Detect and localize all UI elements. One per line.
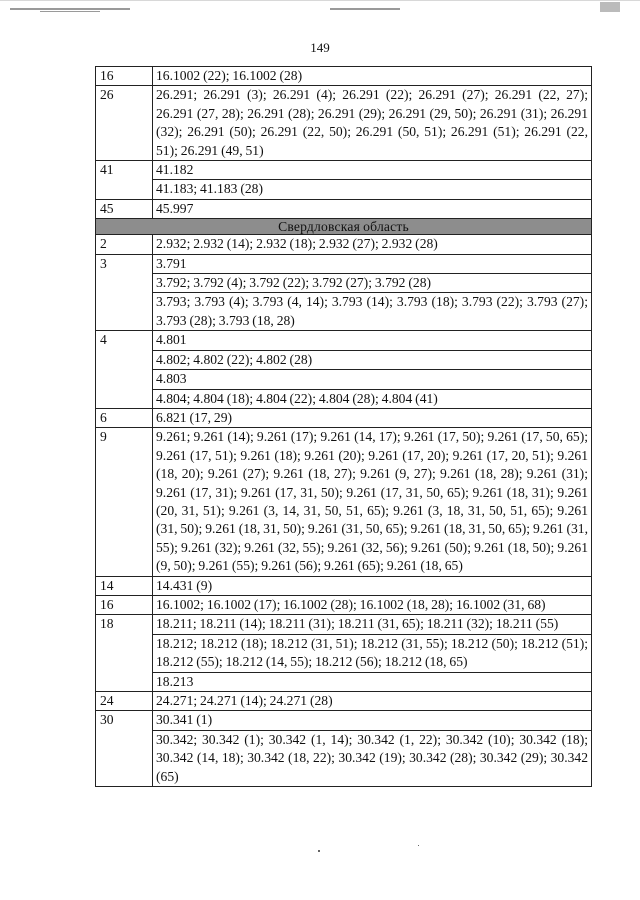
codes-cell: 41.183; 41.183 (28) [153,180,592,199]
table-row [96,428,592,576]
row-number-cell [96,350,153,369]
codes-cell: 2.932; 2.932 (14); 2.932 (18); 2.932 (27); 2.932 (28) [153,235,592,254]
codes-cell: 41.182 [153,161,592,180]
table-row [96,86,592,161]
table-row [96,331,592,350]
registry-table [95,66,592,787]
registry-table-body [96,67,592,787]
table-row [96,595,592,614]
page-number: 149 [310,40,330,55]
row-number-cell [96,274,153,293]
table-row [96,274,592,293]
table-row [96,692,592,711]
row-number-cell [96,293,153,331]
codes-cell: 9.261; 9.261 (14); 9.261 (17); 9.261 (14, 17); 9.261 (17, 50); 9.261 (17, 50, 65); 9.261 (17, 51); 9.261 (18); 9.261 (20); 9.261 (17, 20); 9.261 (17, 20, 51); 9.261 (18, 20); 9.261 (27); 9.261 (18, 27); 9.261 (9, 27); 9.261 (18, 28); 9.261 (31); 9.261 (17, 31); 9.261 (17, 31, 50); 9.261 (17, 31, 50, 65); 9.261 (18, 31); 9.261 (20, 31, 51); 9.261 (3, 14, 31, 50, 51, 65); 9.261 (3, 18, 31, 50, 51, 65); 9.261 (31, 50); 9.261 (18, 31, 50); 9.261 (31, 50, 65); 9.261 (18, 31, 50, 65); 9.261 (31, 55); 9.261 (32); 9.261 (32, 55); 9.261 (32, 56); 9.261 (50); 9.261 (18, 50); 9.261 (9, 50); 9.261 (55); 9.261 (56); 9.261 (65); 9.261 (18, 65) [153,428,592,576]
table-row [96,350,592,369]
codes-cell: 24.271; 24.271 (14); 24.271 (28) [153,692,592,711]
codes-cell: 26.291; 26.291 (3); 26.291 (4); 26.291 (22); 26.291 (27); 26.291 (22, 27); 26.291 (27, 28); 26.291 (28); 26.291 (29); 26.291 (29, 50); 26.291 (31); 26.291 (32); 26.291 (50); 26.291 (22, 50); 26.291 (50, 51); 26.291 (51); 26.291 (22, 51); 26.291 (49, 51) [153,86,592,161]
row-number-cell: 3 [96,254,153,273]
row-number-cell: 9 [96,428,153,576]
table-row [96,672,592,691]
row-number-cell [96,370,153,389]
table-row [96,180,592,199]
table-row [96,161,592,180]
table-row [96,67,592,86]
table-row [96,615,592,634]
codes-cell: 18.211; 18.211 (14); 18.211 (31); 18.211 (31, 65); 18.211 (32); 18.211 (55) [153,615,592,634]
codes-cell: 14.431 (9) [153,576,592,595]
row-number-cell [96,634,153,672]
row-number-cell [96,180,153,199]
table-row [96,408,592,427]
table-row [96,254,592,273]
row-number-cell: 16 [96,67,153,86]
row-number-cell: 26 [96,86,153,161]
codes-cell: 16.1002 (22); 16.1002 (28) [153,67,592,86]
row-number-cell: 6 [96,408,153,427]
table-row [96,730,592,786]
row-number-cell: 41 [96,161,153,180]
codes-cell: 30.341 (1) [153,711,592,730]
row-number-cell: 16 [96,595,153,614]
codes-cell: 4.803 [153,370,592,389]
row-number-cell: 2 [96,235,153,254]
codes-cell: 3.793; 3.793 (4); 3.793 (4, 14); 3.793 (14); 3.793 (18); 3.793 (22); 3.793 (27); 3.793 (28); 3.793 (18, 28) [153,293,592,331]
codes-cell: 16.1002; 16.1002 (17); 16.1002 (28); 16.1002 (18, 28); 16.1002 (31, 68) [153,595,592,614]
row-number-cell: 14 [96,576,153,595]
table-row [96,576,592,595]
codes-cell: 4.801 [153,331,592,350]
scan-artifact-top [0,0,640,14]
codes-cell: 18.212; 18.212 (18); 18.212 (31, 51); 18.212 (31, 55); 18.212 (50); 18.212 (51); 18.212 (55); 18.212 (14, 55); 18.212 (56); 18.212 (18, 65) [153,634,592,672]
table-row [96,711,592,730]
section-label: Свердловская область [278,219,409,235]
table-row [96,199,592,218]
scan-speck [418,845,419,846]
row-number-cell [96,730,153,786]
table-row [96,634,592,672]
row-number-cell: 4 [96,331,153,350]
section-header-cell [96,219,592,235]
table-row [96,293,592,331]
table-row [96,235,592,254]
table-row [96,370,592,389]
codes-cell: 4.802; 4.802 (22); 4.802 (28) [153,350,592,369]
row-number-cell: 45 [96,199,153,218]
row-number-cell: 30 [96,711,153,730]
row-number-cell [96,672,153,691]
codes-cell: 45.997 [153,199,592,218]
row-number-cell: 18 [96,615,153,634]
row-number-cell [96,389,153,408]
codes-cell: 3.791 [153,254,592,273]
codes-cell: 3.792; 3.792 (4); 3.792 (22); 3.792 (27); 3.792 (28) [153,274,592,293]
row-number-cell: 24 [96,692,153,711]
scan-speck [318,850,320,852]
codes-cell: 6.821 (17, 29) [153,408,592,427]
table-row [96,389,592,408]
codes-cell: 30.342; 30.342 (1); 30.342 (1, 14); 30.342 (1, 22); 30.342 (10); 30.342 (18); 30.342 (14, 18); 30.342 (18, 22); 30.342 (19); 30.342 (28); 30.342 (29); 30.342 (65) [153,730,592,786]
codes-cell: 18.213 [153,672,592,691]
section-header-row [96,219,592,235]
codes-cell: 4.804; 4.804 (18); 4.804 (22); 4.804 (28); 4.804 (41) [153,389,592,408]
